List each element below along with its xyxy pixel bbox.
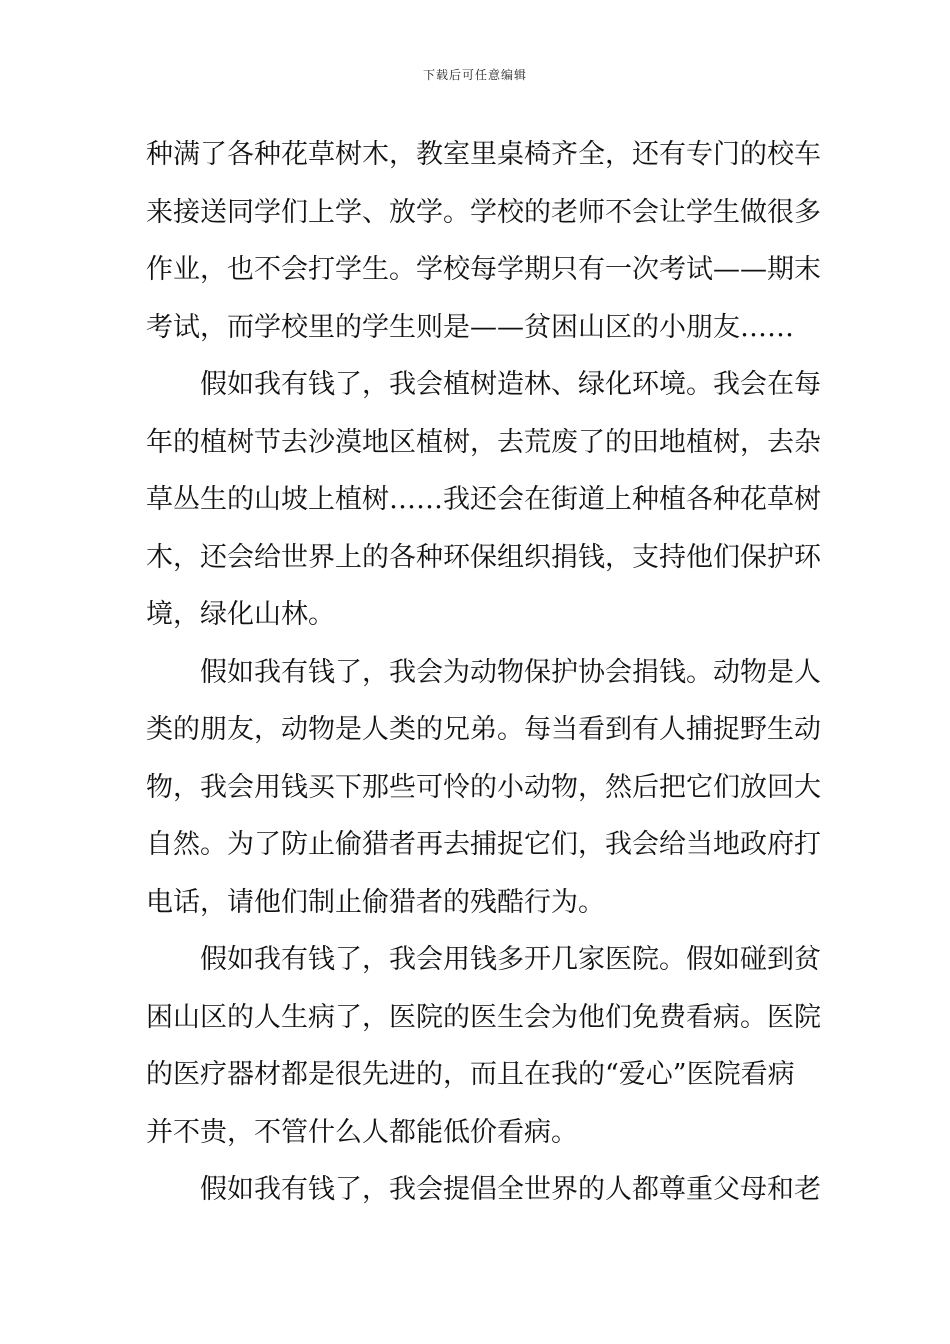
text-line: 类的朋友，动物是人类的兄弟。每当看到有人捕捉野生动 (146, 714, 821, 745)
text-line: 作业，也不会打学生。学校每学期只有一次考试——期末 (146, 254, 821, 285)
text-line: 自然。为了防止偷猎者再去捕捉它们，我会给当地政府打 (146, 829, 821, 860)
text-line: 种满了各种花草树木，教室里桌椅齐全，还有专门的校车 (146, 139, 821, 170)
text-line: 考试，而学校里的学生则是——贫困山区的小朋友…… (146, 311, 794, 343)
text-line: 年的植树节去沙漠地区植树，去荒废了的田地植树，去杂 (146, 426, 821, 458)
paragraph-first-line: 假如我有钱了，我会为动物保护协会捐钱。动物是人 (200, 656, 821, 688)
text-line: 境，绿化山林。 (146, 599, 335, 630)
page-header: 下载后可任意编辑 (422, 68, 527, 82)
paragraph-first-line: 假如我有钱了，我会植树造林、绿化环境。我会在每 (200, 369, 821, 400)
text-line: 物，我会用钱买下那些可怜的小动物，然后把它们放回大 (146, 771, 821, 803)
paragraph-first-line: 假如我有钱了，我会提倡全世界的人都尊重父母和老 (200, 1174, 821, 1205)
text-line: 的医疗器材都是很先进的，而且在我的“爱心”医院看病 (146, 1059, 795, 1090)
text-line: 木，还会给世界上的各种环保组织捐钱，支持他们保护环 (146, 541, 821, 573)
paragraph-first-line: 假如我有钱了，我会用钱多开几家医院。假如碰到贫 (200, 944, 821, 975)
text-line: 电话，请他们制止偷猎者的残酷行为。 (146, 886, 605, 918)
text-line: 草丛生的山坡上植树……我还会在街道上种植各种花草树 (146, 484, 821, 515)
text-line: 来接送同学们上学、放学。学校的老师不会让学生做很多 (146, 196, 821, 228)
text-line: 并不贵，不管什么人都能低价看病。 (146, 1116, 578, 1148)
text-line: 困山区的人生病了，医院的医生会为他们免费看病。医院 (146, 1001, 821, 1033)
document-body (146, 126, 821, 1219)
